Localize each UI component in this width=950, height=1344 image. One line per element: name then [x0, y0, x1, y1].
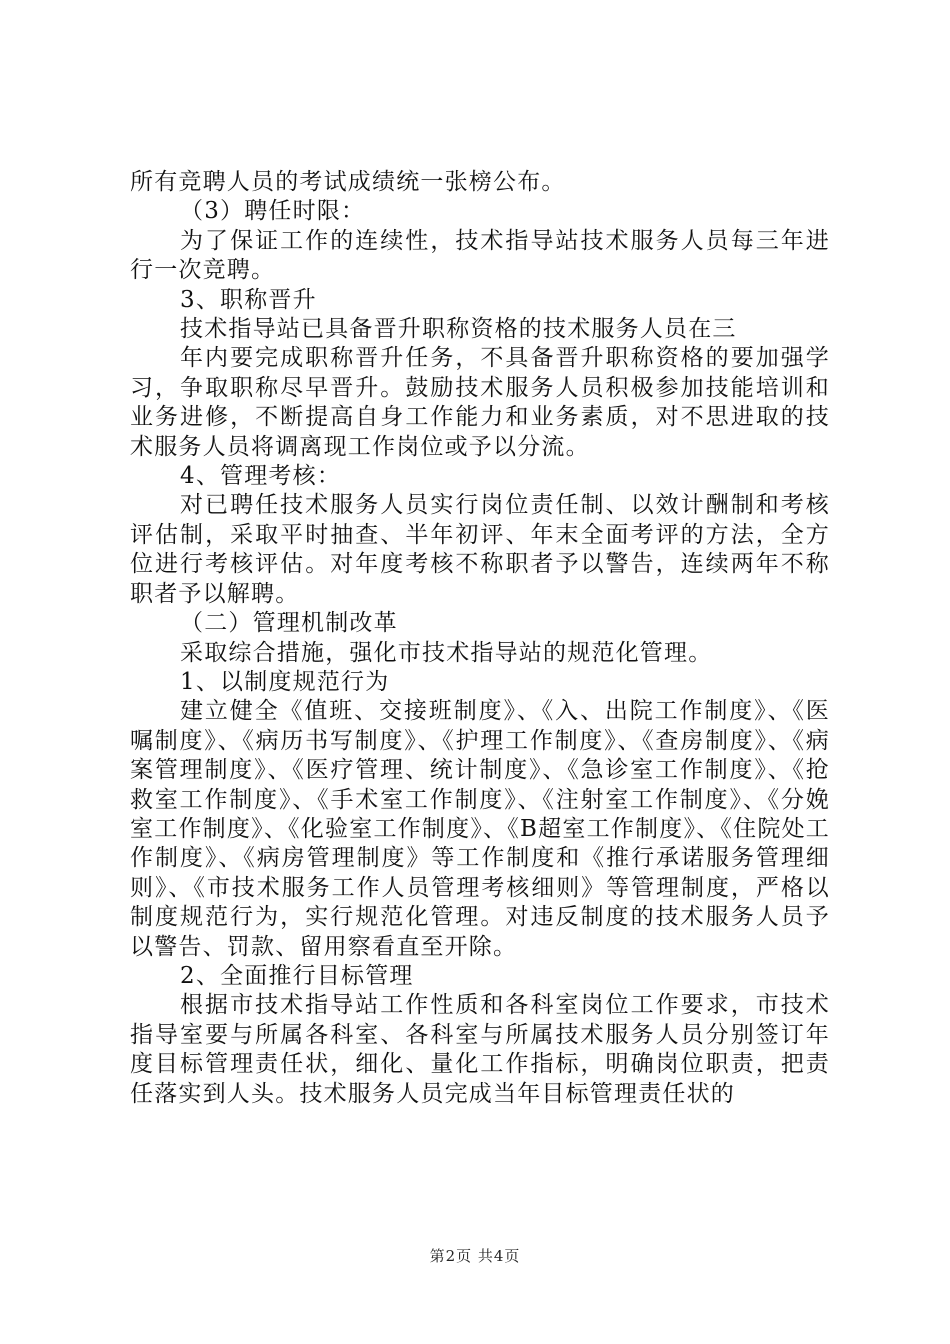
paragraph-12: 建立健全《值班、交接班制度》、《入、出院工作制度》、《医嘱制度》、《病历书写制度》、《护理工作制度》、《查房制度》、《病案管理制度》、《医疗管理、统计制度》、《急诊室工作制度》、《抢救室工作制度》、《手术室工作制度》、《注射室工作制度》、《分娩室工作制度》、《化验室工作制度》、《B超室工作制度》、《住院处工作制度》、《病房管理制度》等工作制度和《推行承诺服务管理细则》、《市技术服务工作人员管理考核细则》等管理制度，严格以制度规范行为，实行规范化管理。对违反制度的技术服务人员予以警告、罚款、留用察看直至开除。 — [130, 698, 830, 960]
paragraph-9: （二）管理机制改革 — [180, 610, 398, 637]
paragraph-3: 为了保证工作的连续性，技术指导站技术服务人员每三年进行一次竞聘。 — [130, 227, 830, 284]
paragraph-5: 技术指导站已具备晋升职称资格的技术服务人员在三 — [180, 316, 737, 343]
paragraph-4: 3、职称晋升 — [180, 286, 317, 313]
document-body — [130, 168, 830, 1109]
paragraph-14: 根据市技术指导站工作性质和各科室岗位工作要求，市技术指导室要与所属各科室、各科室与所属技术服务人员分别签订年度目标管理责任状，细化、量化工作指标，明确岗位职责，把责任落实到人头。技术服务人员完成当年目标管理责任状的 — [130, 992, 830, 1107]
paragraph-7: 4、管理考核： — [180, 463, 342, 490]
paragraph-8: 对已聘任技术服务人员实行岗位责任制、以效计酬制和考核评估制，采取平时抽查、半年初评、年末全面考评的方法，全方位进行考核评估。对年度考核不称职者予以警告，连续两年不称职者予以解聘。 — [130, 492, 830, 607]
paragraph-1: 所有竞聘人员的考试成绩统一张榜公布。 — [130, 169, 566, 195]
paragraph-11: 1、以制度规范行为 — [180, 668, 390, 695]
paragraph-13: 2、全面推行目标管理 — [180, 962, 414, 989]
paragraph-10: 采取综合措施，强化市技术指导站的规范化管理。 — [180, 639, 713, 666]
paragraph-2: （3）聘任时限： — [180, 198, 366, 225]
page-footer: 第2页 共4页 — [429, 1247, 521, 1265]
paragraph-6: 年内要完成职称晋升任务，不具备晋升职称资格的要加强学习，争取职称尽早晋升。鼓励技术服务人员积极参加技能培训和业务进修，不断提高自身工作能力和业务素质，对不思进取的技术服务人员将调离现工作岗位或予以分流。 — [130, 345, 830, 460]
